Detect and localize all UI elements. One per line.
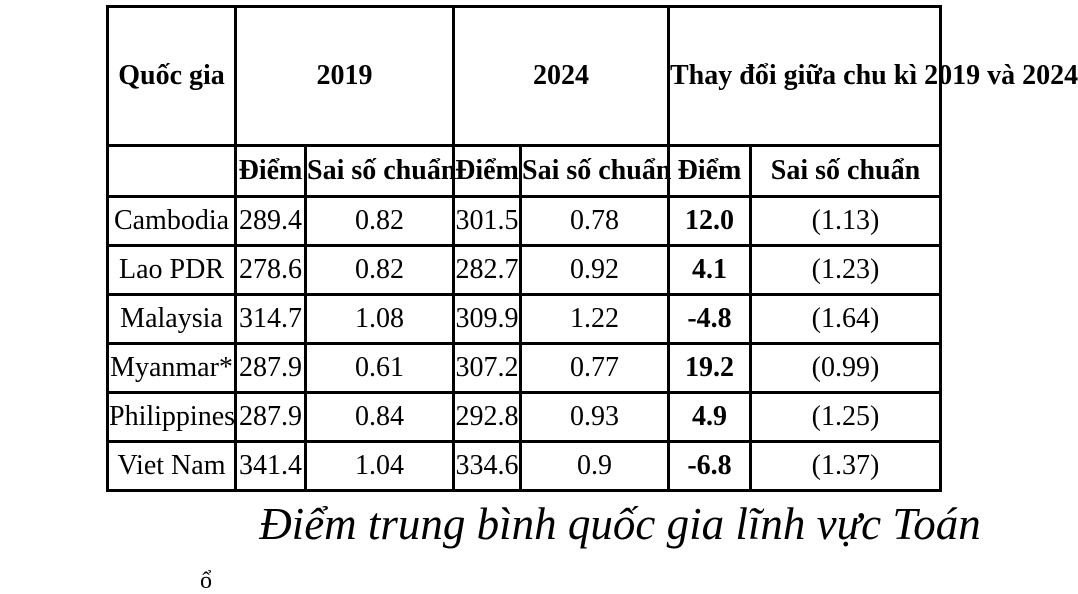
cell-change-se: (1.37) (751, 442, 941, 491)
cell-se-2024: 0.93 (521, 393, 669, 442)
cell-se-2019: 0.61 (306, 344, 454, 393)
cell-change-se: (1.23) (751, 246, 941, 295)
cell-change-se: (0.99) (751, 344, 941, 393)
cell-change-score: -6.8 (669, 442, 751, 491)
column-group-2024: 2024 (454, 7, 669, 146)
cell-country: Philippines (108, 393, 236, 442)
cell-se-2019: 1.08 (306, 295, 454, 344)
cell-change-se: (1.25) (751, 393, 941, 442)
column-group-2019: 2019 (236, 7, 454, 146)
cell-score-2024: 282.7 (454, 246, 521, 295)
cell-change-score: 4.9 (669, 393, 751, 442)
cell-change-score: 4.1 (669, 246, 751, 295)
cell-change-score: 19.2 (669, 344, 751, 393)
cell-score-2019: 287.9 (236, 393, 306, 442)
cell-change-se: (1.64) (751, 295, 941, 344)
table-row (108, 442, 941, 491)
table-row (108, 246, 941, 295)
header-row-groups (108, 7, 941, 146)
cell-country: Lao PDR (108, 246, 236, 295)
cutoff-text-fragment: ổ (200, 568, 212, 594)
subheader-empty-cell (108, 146, 236, 197)
cell-score-2019: 278.6 (236, 246, 306, 295)
figure-caption: Điểm trung bình quốc gia lĩnh vực Toán (259, 499, 981, 549)
cell-score-2019: 289.4 (236, 197, 306, 246)
header-row-measures (108, 146, 941, 197)
cell-score-2024: 307.2 (454, 344, 521, 393)
cell-score-2024: 309.9 (454, 295, 521, 344)
scores-table (106, 5, 1078, 492)
subheader-se-change: Sai số chuẩn (751, 146, 941, 197)
table-row (108, 197, 941, 246)
subheader-se-2024: Sai số chuẩn (521, 146, 669, 197)
cell-se-2024: 1.22 (521, 295, 669, 344)
cell-se-2019: 0.82 (306, 197, 454, 246)
cell-score-2024: 301.5 (454, 197, 521, 246)
cell-se-2024: 0.77 (521, 344, 669, 393)
cell-se-2024: 0.9 (521, 442, 669, 491)
subheader-score-change: Điểm (669, 146, 751, 197)
table-row (108, 295, 941, 344)
cell-se-2019: 1.04 (306, 442, 454, 491)
cell-score-2019: 314.7 (236, 295, 306, 344)
subheader-score-2024: Điểm (454, 146, 521, 197)
cell-se-2024: 0.92 (521, 246, 669, 295)
column-header-country: Quốc gia (108, 7, 236, 146)
table-row (108, 393, 941, 442)
subheader-se-2019: Sai số chuẩn (306, 146, 454, 197)
cell-country: Malaysia (108, 295, 236, 344)
table-row (108, 344, 941, 393)
cell-country: Cambodia (108, 197, 236, 246)
subheader-score-2019: Điểm (236, 146, 306, 197)
cell-change-score: 12.0 (669, 197, 751, 246)
cell-se-2019: 0.82 (306, 246, 454, 295)
cell-change-score: -4.8 (669, 295, 751, 344)
cell-change-se: (1.13) (751, 197, 941, 246)
column-group-change: Thay đổi giữa chu kì 2019 và 2024 (669, 7, 941, 146)
cell-score-2019: 287.9 (236, 344, 306, 393)
cell-se-2024: 0.78 (521, 197, 669, 246)
cell-score-2024: 292.8 (454, 393, 521, 442)
cell-se-2019: 0.84 (306, 393, 454, 442)
cell-country: Viet Nam (108, 442, 236, 491)
cell-score-2019: 341.4 (236, 442, 306, 491)
cell-score-2024: 334.6 (454, 442, 521, 491)
cell-country: Myanmar* (108, 344, 236, 393)
